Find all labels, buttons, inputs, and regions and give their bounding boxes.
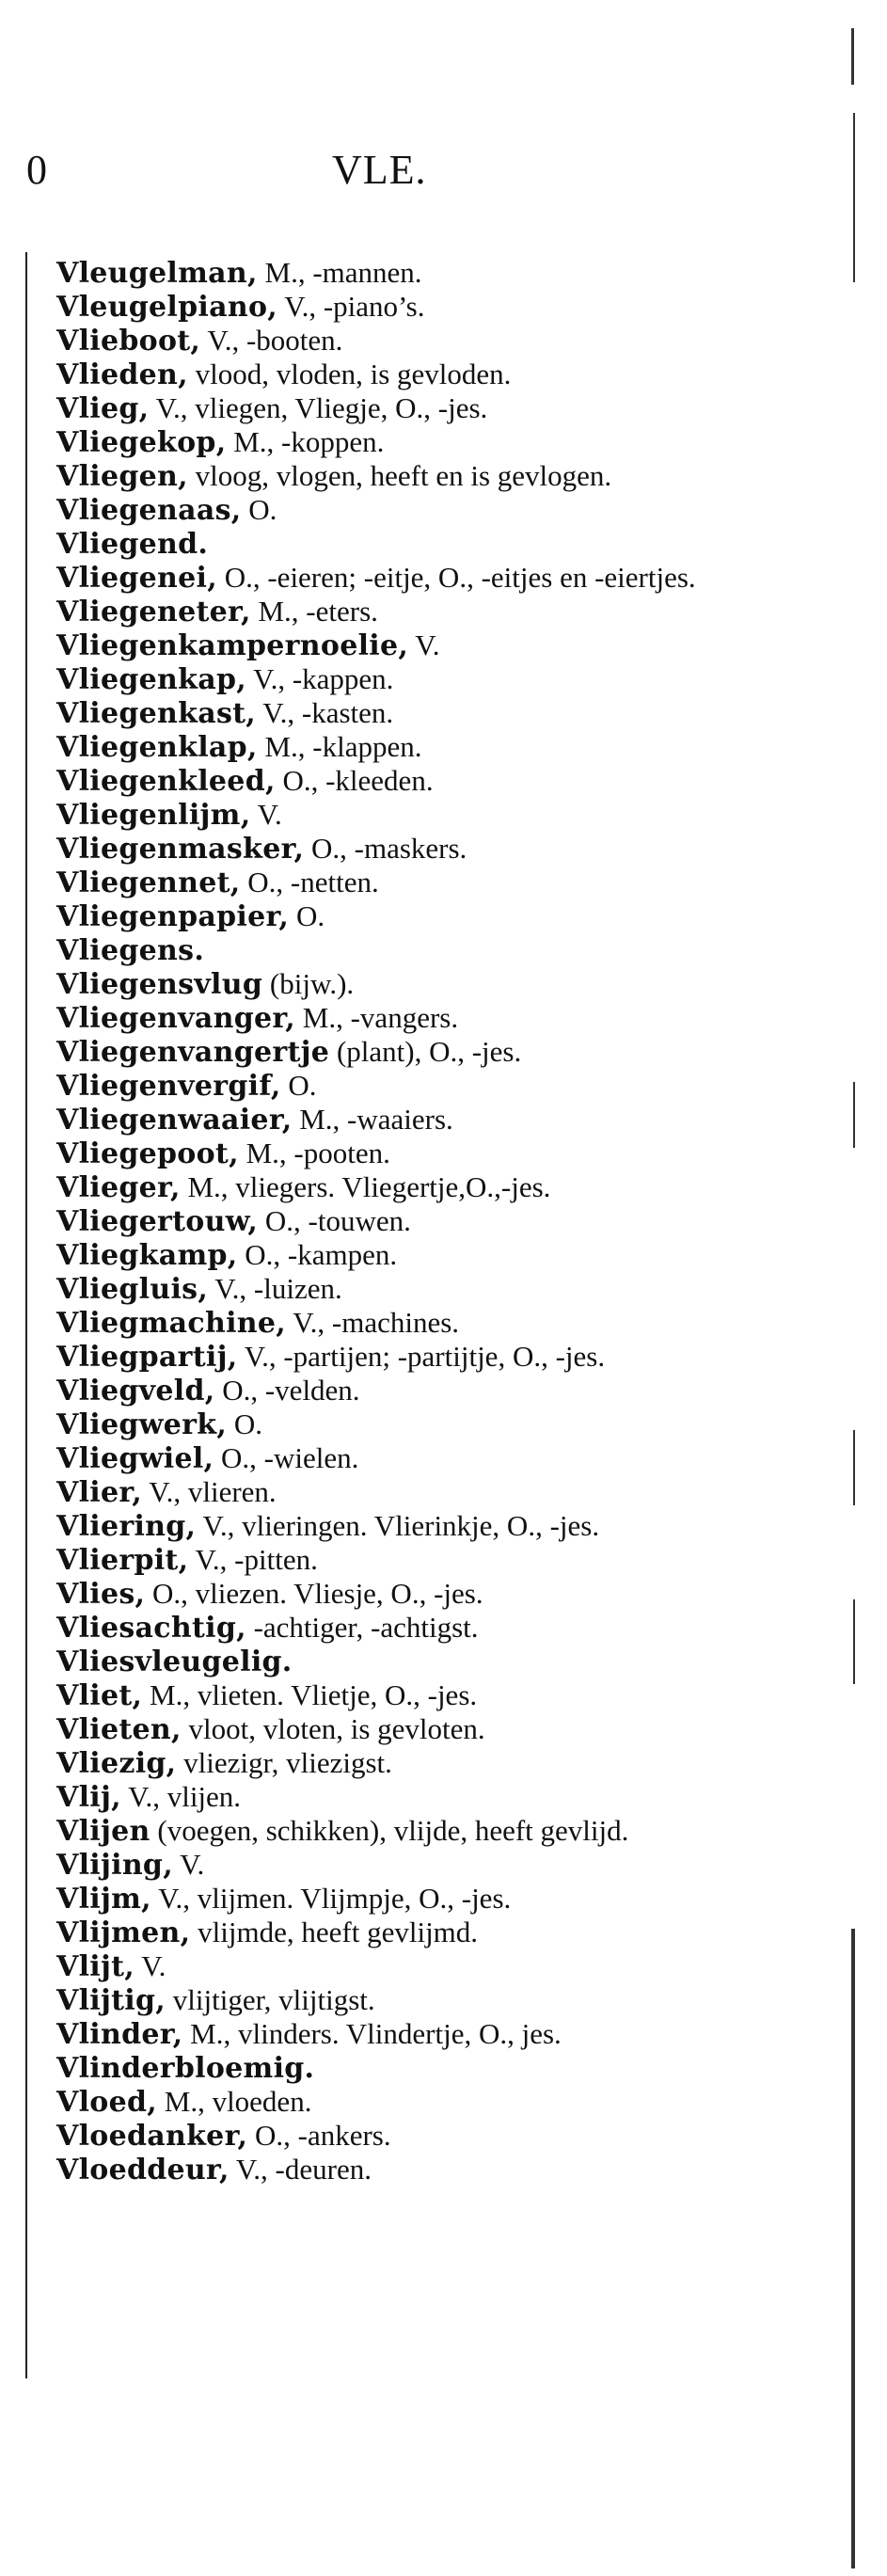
entry-definition: O. (241, 493, 277, 526)
entry-definition: V., -luizen. (208, 1272, 342, 1305)
dictionary-entry (56, 1170, 748, 1204)
entry-definition: M., -koppen. (226, 425, 385, 458)
dictionary-entry (56, 1306, 748, 1340)
dictionary-entry (56, 425, 748, 459)
entry-definition: O., -kleeden. (275, 764, 434, 797)
entry-headword: Vlierpit, (56, 1544, 189, 1577)
entry-definition: V., -machines. (286, 1306, 460, 1339)
entry-headword: Vliesvleugelig. (56, 1646, 293, 1678)
entry-headword: Vliegenmasker, (56, 833, 305, 866)
entry-definition: O. (227, 1407, 262, 1440)
entry-headword: Vliegenvangertje (56, 1036, 330, 1069)
entry-definition: (plant), O., -jes. (329, 1035, 522, 1068)
entry-definition: V., -piano’s. (277, 290, 425, 323)
entry-headword: Vliegenklap, (56, 731, 258, 764)
dictionary-entry (56, 2051, 748, 2085)
entry-definition: (voegen, schikken), vlijde, heeft gevlijd. (150, 1814, 629, 1847)
entry-headword: Vliegenpapier, (56, 900, 290, 933)
entry-headword: Vliegeneter, (56, 596, 251, 628)
entry-headword: Vleugelman, (56, 257, 258, 290)
entry-definition: V., -pitten. (188, 1543, 318, 1576)
dictionary-entry (56, 1780, 748, 1814)
entry-headword: Vliegenkast, (56, 697, 257, 730)
dictionary-entry (56, 1983, 748, 2017)
entry-definition: V. (135, 1949, 166, 1982)
entry-headword: Vlinder, (56, 2018, 183, 2051)
entry-definition: M., vlieten. Vlietje, O., -jes. (142, 1678, 478, 1711)
entry-definition: O., -kampen. (237, 1238, 398, 1271)
dictionary-entry (56, 1340, 748, 1374)
entry-definition: M., -mannen. (257, 256, 422, 289)
entry-headword: Vliegkamp, (56, 1239, 238, 1272)
dictionary-entry (56, 1611, 748, 1645)
entry-headword: Vliesachtig, (56, 1612, 246, 1645)
dictionary-entries (56, 256, 748, 2186)
entry-definition: V., -kappen. (246, 662, 394, 695)
dictionary-entry (56, 1001, 748, 1035)
entry-definition: V., vliegen, Vliegje, O., -jes. (149, 391, 488, 424)
entry-headword: Vlinderbloemig. (56, 2052, 315, 2085)
entry-definition: O., -netten. (240, 866, 379, 898)
dictionary-entry (56, 1882, 748, 1916)
dictionary-entry (56, 1374, 748, 1407)
dictionary-entry (56, 1645, 748, 1678)
dictionary-entry (56, 2153, 748, 2186)
dictionary-entry (56, 324, 748, 358)
entry-headword: Vlij, (56, 1781, 121, 1814)
entry-headword: Vlies, (56, 1578, 146, 1611)
dictionary-entry (56, 1069, 748, 1103)
entry-headword: Vliegpartij, (56, 1341, 238, 1374)
dictionary-entry (56, 1949, 748, 1983)
dictionary-entry (56, 1441, 748, 1475)
entry-definition: M., vlinders. Vlindertje, O., jes. (182, 2017, 562, 2050)
entry-headword: Vlijing, (56, 1849, 173, 1882)
dictionary-entry (56, 764, 748, 798)
entry-headword: Vliegepoot, (56, 1137, 239, 1170)
entry-headword: Vliegens. (56, 934, 205, 967)
entry-headword: Vliegenkleed, (56, 765, 276, 798)
entry-definition: O., -ankers. (247, 2119, 391, 2152)
dictionary-entry (56, 1509, 748, 1543)
dictionary-entry (56, 1814, 748, 1848)
entry-headword: Vlier, (56, 1476, 143, 1509)
entry-headword: Vlieten, (56, 1713, 182, 1746)
entry-definition: M., vliegers. Vliegertje,O.,-jes. (180, 1170, 551, 1203)
entry-definition: V., vlieringen. Vlierinkje, O., -jes. (196, 1509, 600, 1542)
entry-definition: O., -eieren; -eitje, O., -eitjes en -eiertjes. (216, 561, 696, 594)
entry-definition: (bijw.). (262, 967, 355, 1000)
dictionary-entry (56, 662, 748, 696)
page-header (26, 146, 515, 202)
entry-headword: Vliegenei, (56, 562, 217, 595)
dictionary-entry (56, 561, 748, 595)
entry-definition: V., -kasten. (256, 696, 394, 729)
dictionary-entry (56, 1916, 748, 1949)
dictionary-entry (56, 595, 748, 628)
dictionary-entry (56, 2017, 748, 2051)
dictionary-entry (56, 1407, 748, 1441)
dictionary-entry (56, 1712, 748, 1746)
dictionary-entry (56, 1204, 748, 1238)
entry-definition: O., -wielen. (214, 1441, 359, 1474)
column-rule (25, 252, 27, 2378)
entry-headword: Vloedanker, (56, 2120, 248, 2153)
entry-definition: O. (289, 899, 325, 932)
entry-definition: M., -klappen. (257, 730, 422, 763)
entry-headword: Vliegenvanger, (56, 1002, 296, 1035)
entry-definition: V., -booten. (200, 324, 343, 357)
dictionary-entry (56, 798, 748, 832)
dictionary-entry (56, 1238, 748, 1272)
entry-definition: V., -deuren. (229, 2153, 372, 2186)
entry-definition: M., -pooten. (238, 1137, 390, 1169)
entry-definition: M., vloeden. (157, 2085, 312, 2118)
entry-definition: vloot, vloten, is gevloten. (181, 1712, 485, 1745)
entry-headword: Vleugelpiano, (56, 291, 278, 324)
entry-headword: Vliegen, (56, 460, 188, 493)
entry-definition: vlood, vloden, is gevloden. (187, 358, 512, 390)
running-head: VLE. (332, 147, 427, 193)
dictionary-entry (56, 391, 748, 425)
entry-headword: Vliegenkampernoelie, (56, 629, 409, 662)
entry-headword: Vliegend. (56, 528, 209, 561)
entry-definition: V., vlijmen. Vlijmpje, O., -jes. (150, 1882, 512, 1915)
entry-definition: V., vlijen. (120, 1780, 242, 1813)
dictionary-entry (56, 1543, 748, 1577)
entry-headword: Vlieboot, (56, 325, 201, 358)
entry-definition: vlijmde, heeft gevlijmd. (190, 1916, 479, 1948)
entry-headword: Vliegwerk, (56, 1408, 228, 1441)
entry-definition: V. (250, 798, 282, 831)
entry-headword: Vlijtig, (56, 1984, 166, 2017)
dictionary-entry (56, 493, 748, 527)
entry-headword: Vlieden, (56, 358, 188, 391)
dictionary-entry (56, 2119, 748, 2153)
dictionary-entry (56, 696, 748, 730)
entry-headword: Vlijm, (56, 1883, 151, 1916)
entry-headword: Vliering, (56, 1510, 197, 1543)
entry-headword: Vliet, (56, 1679, 143, 1712)
entry-definition: M., -eters. (250, 595, 378, 628)
entry-definition: M., -vangers. (295, 1001, 459, 1034)
dictionary-entry (56, 628, 748, 662)
dictionary-entry (56, 967, 748, 1001)
entry-headword: Vliegmachine, (56, 1307, 287, 1340)
dictionary-entry (56, 1272, 748, 1306)
entry-definition: V. (408, 628, 440, 661)
entry-headword: Vlieger, (56, 1171, 181, 1204)
entry-headword: Vliegenkap, (56, 663, 246, 696)
entry-definition: O., -velden. (214, 1374, 360, 1407)
entry-headword: Vliegenwaaier, (56, 1104, 293, 1137)
entry-definition: M., -waaiers. (292, 1103, 453, 1136)
entry-definition: V., vlieren. (142, 1475, 277, 1508)
dictionary-entry (56, 1035, 748, 1069)
dictionary-entry (56, 1678, 748, 1712)
entry-headword: Vliegenlijm, (56, 799, 251, 832)
entry-definition: V. (172, 1848, 205, 1881)
entry-definition: O. (280, 1069, 317, 1102)
entry-definition: O., vliezen. Vliesje, O., -jes. (145, 1577, 483, 1610)
dictionary-entry (56, 1746, 748, 1780)
entry-headword: Vloed, (56, 2086, 157, 2119)
dictionary-entry (56, 290, 748, 324)
dictionary-entry (56, 1103, 748, 1137)
entry-headword: Vliegenvergif, (56, 1070, 281, 1103)
dictionary-entry (56, 459, 748, 493)
entry-headword: Vloeddeur, (56, 2154, 230, 2186)
entry-headword: Vliegenaas, (56, 494, 242, 527)
entry-definition: vliezigr, vliezigst. (176, 1746, 392, 1779)
page-edge (831, 0, 887, 2576)
dictionary-entry (56, 832, 748, 866)
dictionary-entry (56, 1137, 748, 1170)
entry-headword: Vlijmen, (56, 1916, 191, 1949)
entry-headword: Vliezig, (56, 1747, 177, 1780)
entry-headword: Vliegluis, (56, 1273, 209, 1306)
entry-headword: Vliegekop, (56, 426, 227, 459)
page-number: 0 (26, 147, 47, 193)
entry-definition: O., -maskers. (304, 832, 467, 865)
dictionary-entry (56, 2085, 748, 2119)
dictionary-entry (56, 358, 748, 391)
dictionary-entry (56, 256, 748, 290)
entry-headword: Vliegensvlug (56, 968, 263, 1001)
dictionary-entry (56, 1577, 748, 1611)
entry-headword: Vlijt, (56, 1950, 135, 1983)
entry-definition: vlijtiger, vlijtigst. (166, 1983, 375, 2016)
entry-definition: -achtiger, -achtigst. (246, 1611, 479, 1644)
entry-definition: vloog, vlogen, heeft en is gevlogen. (187, 459, 612, 492)
dictionary-entry (56, 1475, 748, 1509)
entry-headword: Vliegveld, (56, 1375, 215, 1407)
dictionary-entry (56, 730, 748, 764)
dictionary-entry (56, 933, 748, 967)
entry-definition: O., -touwen. (258, 1204, 411, 1237)
entry-headword: Vliegertouw, (56, 1205, 259, 1238)
entry-headword: Vlijen (56, 1815, 150, 1848)
entry-headword: Vlieg, (56, 392, 150, 425)
dictionary-entry (56, 899, 748, 933)
entry-headword: Vliegwiel, (56, 1442, 214, 1475)
dictionary-entry (56, 866, 748, 899)
entry-definition: V., -partijen; -partijtje, O., -jes. (237, 1340, 606, 1373)
dictionary-entry (56, 527, 748, 561)
entry-headword: Vliegennet, (56, 867, 241, 899)
dictionary-entry (56, 1848, 748, 1882)
